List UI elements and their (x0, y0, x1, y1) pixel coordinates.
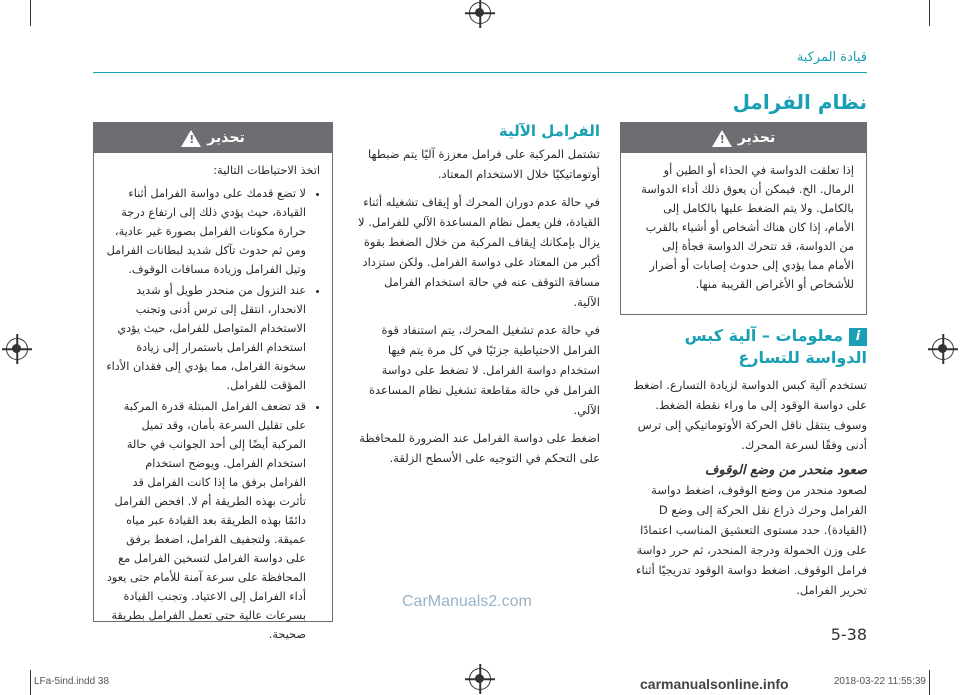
warning-bullet: • عند النزول من منحدر طويل أو شديد الانحدار، انتقل إلى ترس أدنى وتجنب الاستخدام المتواصل للفرامل، حيث يؤدي استخدام الفرامل باستمرار إلى زيادة سخونة الفرامل، مما يؤدي إلى فقدان الأداء المؤقت للفرامل. (106, 281, 306, 395)
registration-mark-left (6, 338, 28, 360)
warning-header (621, 123, 866, 153)
warning-triangle-icon: ! (712, 130, 732, 147)
crop-mark-bottom-right (929, 670, 930, 695)
info-icon: i (849, 328, 867, 346)
page-number: 5-38 (830, 625, 867, 644)
page-title: نظام الفرامل (732, 90, 867, 114)
sub-paragraph: لصعود منحدر من وضع الوقوف، اضغط دواسة الفرامل وحرك ذراع نقل الحركة إلى وضع D (القيادة). حدد مستوى التعشيق المناسب اعتمادًا على وزن الحمولة ودرجة المنحدر، ثم حرر دواسة فرامل الوقوف. اضغط دواسة الوقود تدريجيًا أثناء تحرير الفرامل. (636, 483, 867, 597)
sub-heading: صعود منحدر من وضع الوقوف (704, 463, 867, 478)
crop-mark-bottom-left (30, 670, 31, 695)
footer-timestamp: 2018-03-22 11:55:39 (833, 676, 926, 687)
info-paragraph: تستخدم آلية كبس الدواسة لزيادة التسارع. اضغط على دواسة الوقود إلى ما وراء نقطة الضغط. وسوف ينتقل ناقل الحركة الأوتوماتيكي إلى ترس أدنى وفقًا لسرعة المحرك. (633, 378, 867, 452)
running-head: قيادة المركبة (796, 50, 867, 65)
body-paragraph: تشتمل المركبة على فرامل معززة آليًا يتم ضبطها أوتوماتيكيًا خلال الاستخدام المعتاد. (368, 147, 600, 181)
body-paragraph: في حالة عدم دوران المحرك أو إيقاف تشغيله أثناء القيادة، فلن يعمل نظام المساعدة الآلي للفرامل. لا يزال بإمكانك إيقاف المركبة من خلال الضغط بقوة أكبر من المعتاد على دواسة الفرامل. ولكن ستزداد مسافة التوقف عنه في حالة استخدام الفرامل الآلية. (358, 195, 600, 309)
registration-mark-top (469, 2, 491, 24)
warning-body (621, 153, 866, 306)
power-brakes-section (357, 122, 600, 476)
warning-box-right (620, 122, 867, 315)
warning-bullet: • قد تضعف الفرامل المبتلة قدرة المركبة على تقليل السرعة بأمان، وقد تميل المركبة أيضًا إلى أحد الجوانب في حالة استخدام الفرامل. ويوضح استخدام الفرامل برفق ما إذا كانت الفرامل قد تأثرت بهذه الطريقة أم لا. افحص الفرامل دائمًا بهذه الطريقة بعد القيادة عبر مياه عميقة. ولتجفيف الفرامل، اضغط برفق على دواسة الفرامل لتسخين الفرامل مع المحافظة على سرعة آمنة للأمام حتى يعود أداء الفرامل إلى الاعتياد. وتجنب القيادة بسرعات عالية حتى تعمل الفرامل بطريقة صحيحة. (106, 397, 306, 644)
warning-bullet: • لا تضع قدمك على دواسة الفرامل أثناء القيادة، حيث يؤدي ذلك إلى ارتفاع درجة حرارة مكونات الفرامل بصورة غير عادية، ومن ثم حدوث تآكل شديد لبطانات الفرامل وتيل الفرامل وزيادة مسافات الوقوف. (106, 184, 306, 279)
warning-header (94, 123, 332, 153)
registration-mark-bottom (469, 668, 491, 690)
warning-intro: اتخذ الاحتياطات التالية: (213, 164, 320, 177)
warning-body (94, 153, 332, 654)
warning-text: إذا تعلقت الدواسة في الحذاء أو الطين أو الرمال. الخ. فيمكن أن يعوق ذلك أداء الدواسة بالكامل. ولا يتم الضغط عليها بالكامل إلى الأمام، إذا كان هناك أشخاص أو أشياء بالقرب من الدواسة، قد تتحرك الدواسة فجأة إلى الأمام مما يؤدي إلى حدوث إصابات أو أضرار للأشخاص أو الأغراض القريبة منها. (641, 164, 854, 291)
warning-box-left (93, 122, 333, 641)
registration-mark-right (932, 338, 954, 360)
footer-file-info: LFa-5ind.indd 38 (34, 676, 110, 687)
info-section (620, 325, 867, 608)
info-heading (620, 325, 867, 369)
info-heading-text: معلومات – آلية كبس الدواسة للتسارع (684, 326, 867, 367)
warning-triangle-icon: ! (181, 130, 201, 147)
crop-mark-top-right (929, 0, 930, 26)
site-mark: carmanualsonline.info (640, 676, 789, 692)
body-paragraph: في حالة عدم تشغيل المحرك، يتم استنفاد قوة الفرامل الاحتياطية جزئيًا في كل مرة يتم فيها استخدام دواسة الفرامل. لا تضغط على دواسة الفرامل في حالة مقاطعة تشغيل نظام المساعدة الآلي. (368, 323, 600, 417)
crop-mark-top-left (30, 0, 31, 26)
body-paragraph: اضغط على دواسة الفرامل عند الضرورة للمحافظة على التحكم في التوجيه على الأسطح الزلقة. (359, 431, 600, 465)
section-title: الفرامل الآلية (498, 122, 600, 140)
watermark: CarManuals2.com (402, 593, 532, 610)
warning-heading: تحذير (207, 130, 245, 146)
warning-heading: تحذير (737, 130, 776, 146)
header-rule (93, 72, 867, 73)
warning-list (106, 184, 320, 644)
